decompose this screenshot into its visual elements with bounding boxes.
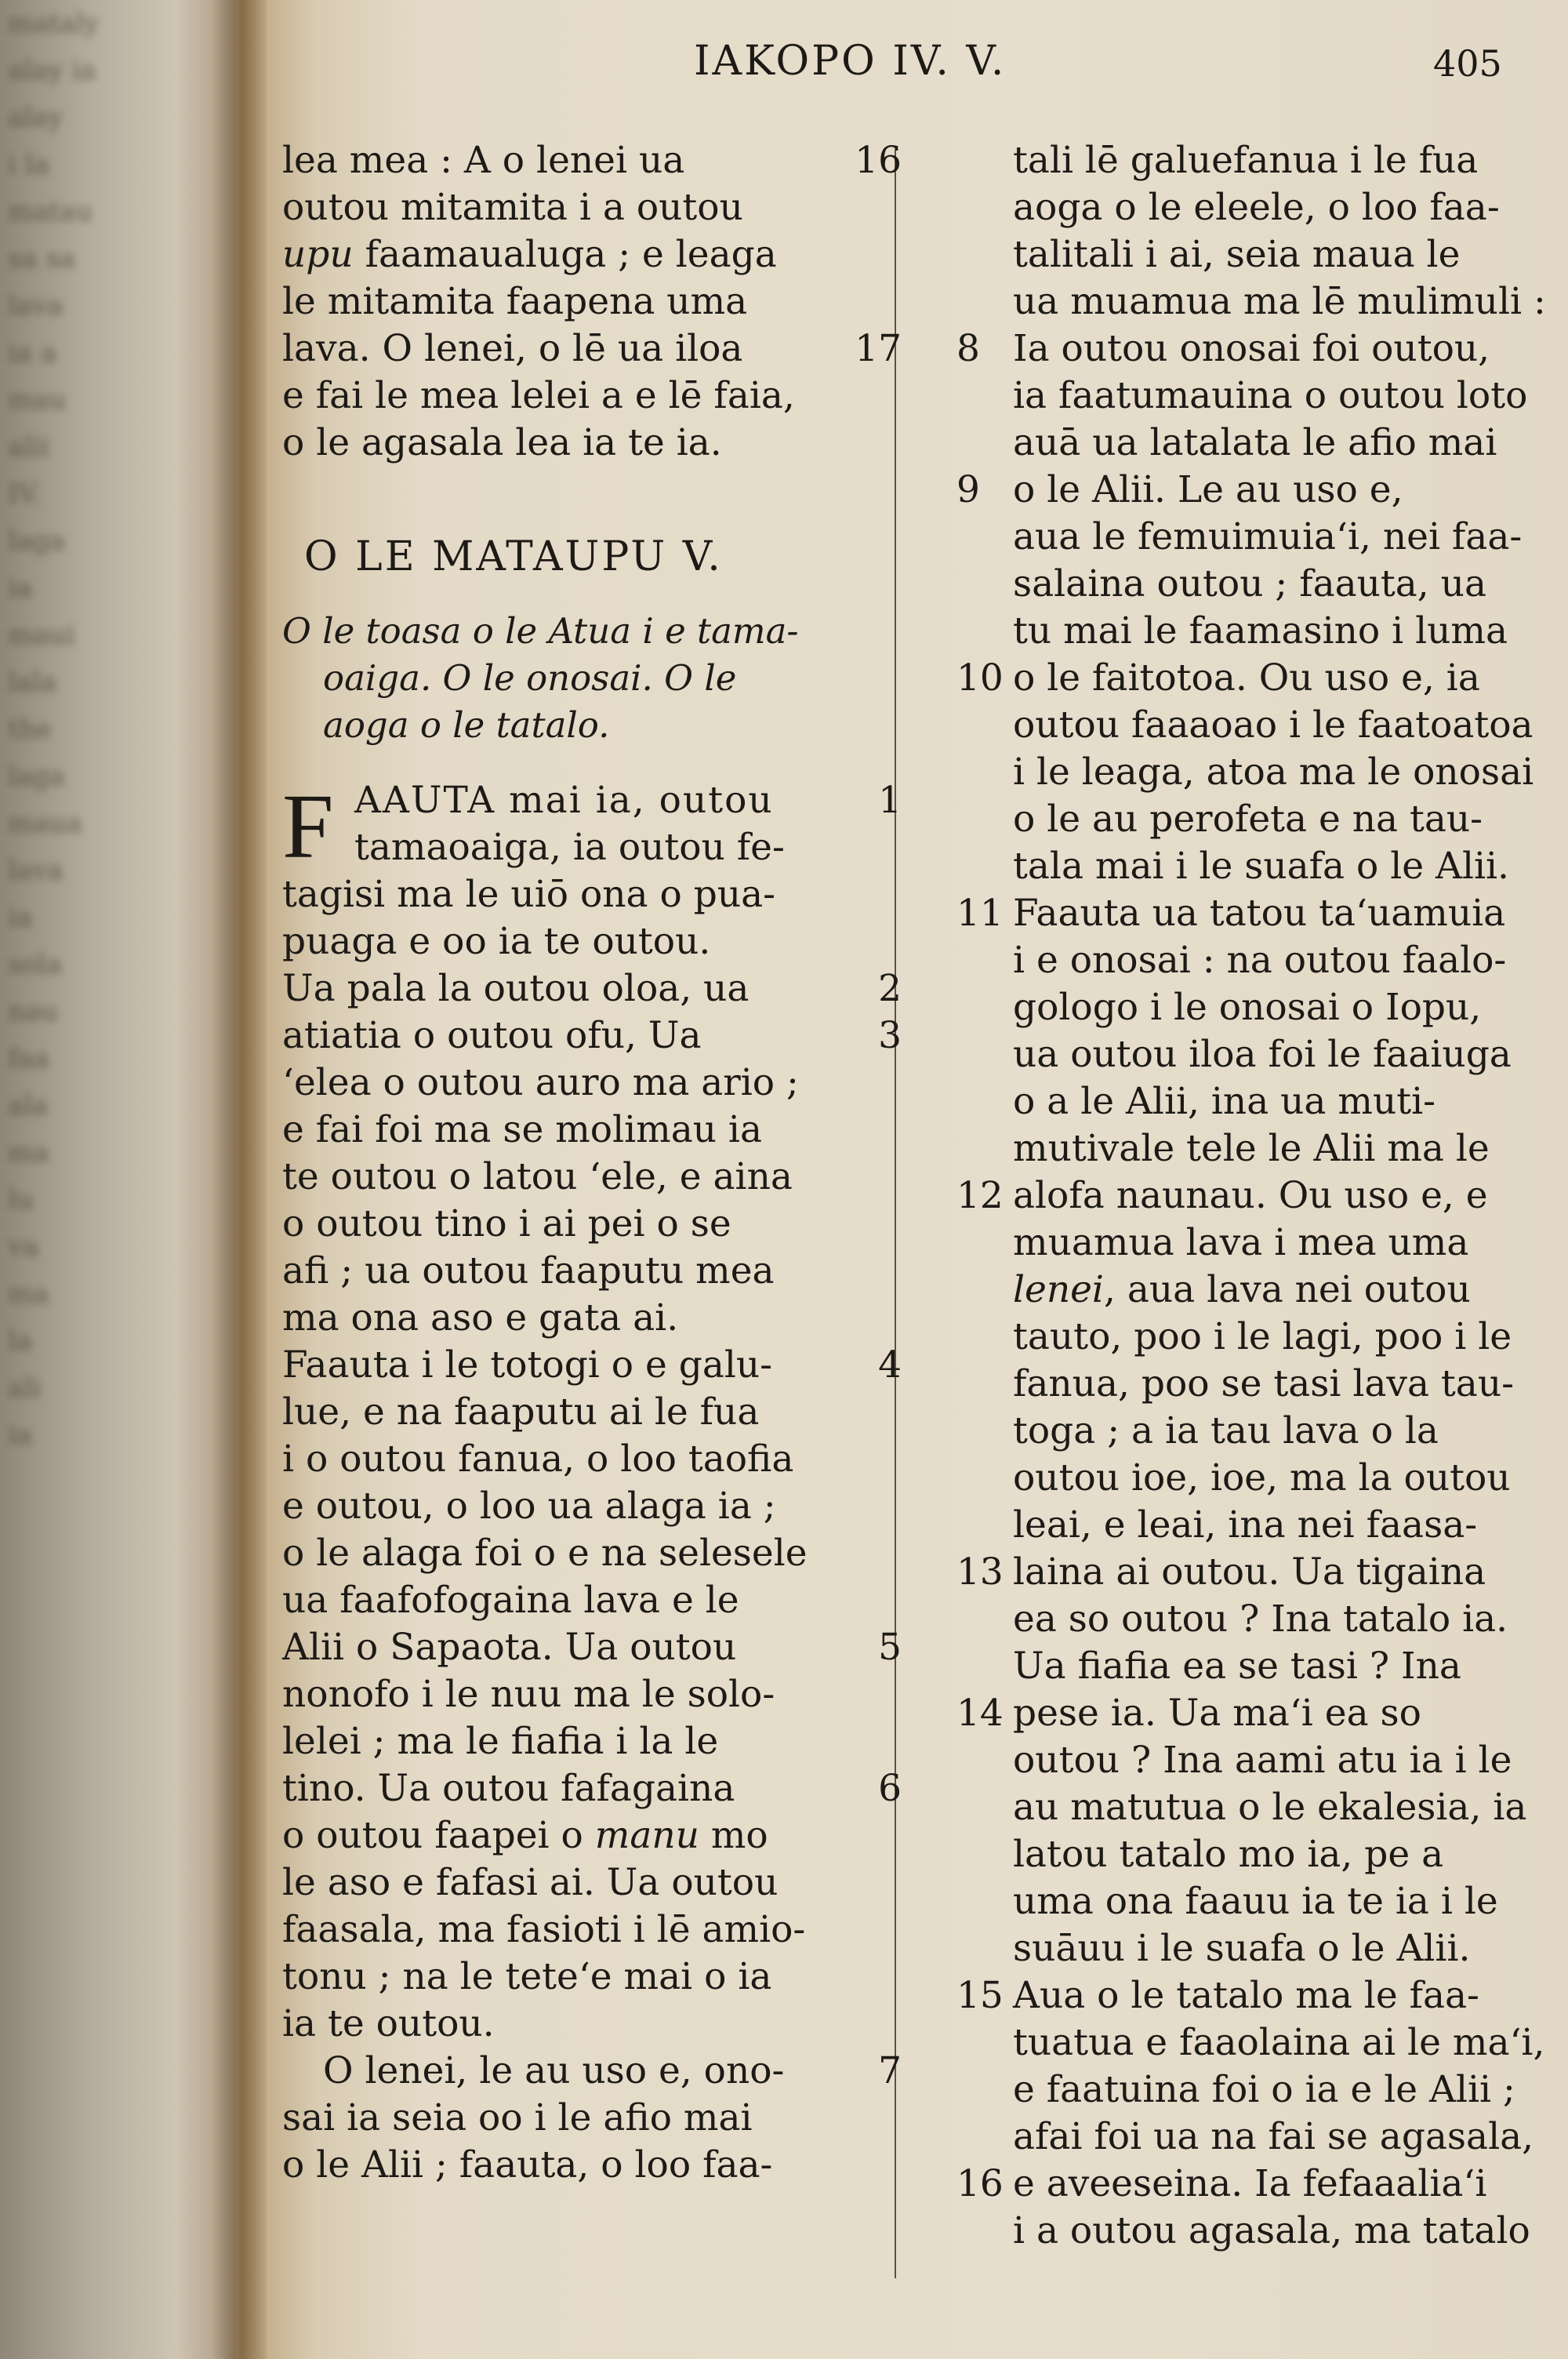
- text-line: lenei, aua lava nei outou: [1013, 1268, 1471, 1311]
- text-line: 8 Ia outou onosai foi outou,: [956, 325, 1568, 373]
- text-line: latou tatalo mo ia, pe a: [1013, 1833, 1444, 1876]
- verse-number: 13: [956, 1550, 1004, 1594]
- text-line: tala mai i le suafa o le Alii.: [1013, 845, 1509, 888]
- text-line: ea so outou ? Ina tatalo ia.: [1013, 1598, 1508, 1641]
- text-line: tagisi ma le uiō ona o pua-: [282, 873, 775, 916]
- facing-page-edge: [0, 0, 235, 2359]
- text-line: lea mea : A o lenei ua 16: [282, 137, 894, 184]
- text-line: 14 pese ia. Ua ma‘i ea so: [956, 1690, 1568, 1737]
- verse-number: 5: [878, 1626, 902, 1669]
- summary-line: O le toasa o le Atua i e tama-: [282, 610, 799, 652]
- text-line: uma ona faauu ia te ia i le: [1013, 1880, 1498, 1923]
- column-rule: [895, 149, 896, 2278]
- text-line: ua muamua ma lē mulimuli :: [1013, 280, 1546, 323]
- verse-number: 16: [855, 139, 902, 182]
- verse-number: 15: [956, 1974, 1004, 2017]
- text-line: outou mitamita i a outou: [282, 186, 743, 229]
- verse-number: 12: [956, 1174, 1004, 1217]
- verse-number: 17: [855, 327, 902, 370]
- summary-line: aoga o le tatalo.: [323, 704, 610, 746]
- text-line: o outou faapei o manu mo: [282, 1814, 768, 1857]
- text-line: gologo i le onosai o Iopu,: [1013, 986, 1482, 1029]
- text-line: e fai le mea lelei a e lē faia,: [282, 374, 795, 417]
- text-line: tamaoaiga, ia outou fe-: [354, 826, 785, 869]
- drop-cap: F: [282, 775, 334, 878]
- text-line: 11 Faauta ua tatou ta‘uamuia: [956, 890, 1568, 937]
- text-line: upu faamaualuga ; e leaga: [282, 233, 777, 276]
- italic-word: manu: [594, 1814, 699, 1857]
- text-line: ‘elea o outou auro ma ario ;: [282, 1061, 799, 1104]
- text-line: e fai foi ma se molimau ia: [282, 1108, 762, 1151]
- facing-page-blurred-text: mataly alay ia alay i la matau sa sa lava ia a mau alii IV. laga ia maui lala the laga maua lava ia sola nau faa ala ma lu va ma la ali ia: [8, 8, 100, 1451]
- text-line: lue, e na faaputu ai le fua: [282, 1390, 760, 1434]
- text-line: AAUTA mai ia, outou 1: [282, 777, 894, 824]
- text-line: tino. Ua outou fafagaina 6: [282, 1765, 894, 1812]
- book-gutter-shadow: [212, 0, 267, 2359]
- text-line: outou ioe, ioe, ma la outou: [1013, 1456, 1511, 1499]
- verse-number: 7: [878, 2049, 902, 2092]
- verse-number: 8: [956, 327, 980, 370]
- text-line: tali lē galuefanua i le fua: [1013, 139, 1479, 182]
- text-line: lava. O lenei, o lē ua iloa 17: [282, 325, 894, 373]
- text-line: auā ua latalata le afio mai: [1013, 421, 1497, 464]
- page-number: 405: [1433, 42, 1502, 85]
- text-line: o a le Alii, ina ua muti-: [1013, 1080, 1436, 1123]
- text-line: o le agasala lea ia te ia.: [282, 421, 722, 464]
- running-title: IAKOPO IV. V.: [694, 38, 1007, 85]
- text-line: afi ; ua outou faaputu mea: [282, 1249, 775, 1292]
- text-line: muamua lava i mea uma: [1013, 1221, 1469, 1264]
- text-line: lelei ; ma le fiafia i la le: [282, 1720, 719, 1763]
- text-line: fanua, poo se tasi lava tau-: [1013, 1362, 1514, 1405]
- text-line: tauto, poo i le lagi, poo i le: [1013, 1315, 1512, 1358]
- chapter-summary: [282, 608, 894, 749]
- text-line: e outou, o loo ua alaga ia ;: [282, 1485, 776, 1528]
- text-line: i a outou agasala, ma tatalo: [1013, 2209, 1530, 2252]
- text-line: talitali i ai, seia maua le: [1013, 233, 1461, 276]
- text-line: 9 o le Alii. Le au uso e,: [956, 467, 1568, 514]
- text-line: i le leaga, atoa ma le onosai: [1013, 751, 1534, 794]
- text-line: 16 e aveeseina. Ia fefaaalia‘i: [956, 2161, 1568, 2208]
- text-line: 13 laina ai outou. Ua tigaina: [956, 1549, 1568, 1596]
- text-line: nonofo i le nuu ma le solo-: [282, 1673, 775, 1716]
- verse-number: 3: [878, 1014, 902, 1057]
- verse-number: 10: [956, 656, 1004, 700]
- text-line: i e onosai : na outou faalo-: [1013, 939, 1507, 982]
- text-line: Faauta i le totogi o e galu- 4: [282, 1342, 894, 1389]
- text-line: tonu ; na le tete‘e mai o ia: [282, 1955, 772, 1998]
- verse-number: 1: [878, 779, 902, 822]
- text-line: o le alaga foi o e na selesele: [282, 1532, 808, 1575]
- italic-word: lenei: [1013, 1268, 1104, 1311]
- left-column: [282, 137, 902, 2189]
- verse-number: 6: [878, 1767, 902, 1810]
- text-line: Alii o Sapaota. Ua outou 5: [282, 1624, 894, 1671]
- text-line: aua le femuimuia‘i, nei faa-: [1013, 515, 1523, 558]
- verse-number: 16: [956, 2162, 1004, 2205]
- summary-line: oaiga. O le onosai. O le: [323, 657, 737, 699]
- text-line: atiatia o outou ofu, Ua 3: [282, 1012, 894, 1060]
- text-line: ia te outou.: [282, 2002, 495, 2045]
- text-line: outou ? Ina aami atu ia i le: [1013, 1739, 1512, 1782]
- text-line: o outou tino i ai pei o se: [282, 1202, 731, 1245]
- text-line: 10 o le faitotoa. Ou uso e, ia: [956, 655, 1568, 702]
- text-line: ia faatumauina o outou loto: [1013, 374, 1528, 417]
- text-line: le aso e fafasi ai. Ua outou: [282, 1861, 779, 1904]
- running-head: [235, 38, 1568, 93]
- text-line: te outou o latou ‘ele, e aina: [282, 1155, 793, 1198]
- text-line: puaga e oo ia te outou.: [282, 920, 711, 963]
- text-line: o le Alii ; faauta, o loo faa-: [282, 2143, 773, 2186]
- text-line: ua faafofogaina lava e le: [282, 1579, 739, 1622]
- verse-number: 4: [878, 1343, 902, 1387]
- text-line: sai ia seia oo i le afio mai: [282, 2096, 753, 2139]
- verse-number: 11: [956, 892, 1004, 935]
- text-line: i o outou fanua, o loo taofia: [282, 1438, 794, 1481]
- text-line: tuatua e faaolaina ai le ma‘i,: [1013, 2021, 1545, 2064]
- chapter-body: [282, 775, 902, 2189]
- text-line: le mitamita faapena uma: [282, 280, 748, 323]
- verse-number: 14: [956, 1692, 1004, 1735]
- text-line: outou faaaoao i le faatoatoa: [1013, 703, 1534, 747]
- text-line: tu mai le faamasino i luma: [1013, 609, 1508, 652]
- text-line: Ua fiafia ea se tasi ? Ina: [1013, 1645, 1461, 1688]
- text-line: e faatuina foi o ia e le Alii ;: [1013, 2068, 1515, 2111]
- text-line: 12 alofa naunau. Ou uso e, e: [956, 1172, 1568, 1219]
- text-line: suāuu i le suafa o le Alii.: [1013, 1927, 1471, 1970]
- book-page: [235, 0, 1568, 2359]
- text-line: ua outou iloa foi le faaiuga: [1013, 1033, 1512, 1076]
- text-line: au matutua o le ekalesia, ia: [1013, 1786, 1527, 1829]
- italic-word: upu: [282, 233, 354, 276]
- text-line: ma ona aso e gata ai.: [282, 1296, 679, 1339]
- text-line: Ua pala la outou oloa, ua 2: [282, 965, 894, 1012]
- text-line: 15 Aua o le tatalo ma le faa-: [956, 1972, 1568, 2019]
- verse-number: 9: [956, 468, 980, 511]
- right-column: [956, 137, 1568, 2255]
- verse-number: 2: [878, 967, 902, 1010]
- spacer: [282, 749, 894, 777]
- text-line: afai foi ua na fai se agasala,: [1013, 2115, 1534, 2158]
- chapter-title: O LE MATAUPU V.: [304, 533, 723, 580]
- text-line: mutivale tele le Alii ma le: [1013, 1127, 1490, 1170]
- text-line: leai, e leai, ina nei faasa-: [1013, 1503, 1478, 1547]
- text-line: toga ; a ia tau lava o la: [1013, 1409, 1439, 1452]
- text-line: O lenei, le au uso e, ono- 7: [282, 2048, 894, 2095]
- text-line: salaina outou ; faauta, ua: [1013, 562, 1486, 605]
- text-line: o le au perofeta e na tau-: [1013, 798, 1483, 841]
- text-line: aoga o le eleele, o loo faa-: [1013, 186, 1500, 229]
- text-line: faasala, ma fasioti i lē amio-: [282, 1908, 806, 1951]
